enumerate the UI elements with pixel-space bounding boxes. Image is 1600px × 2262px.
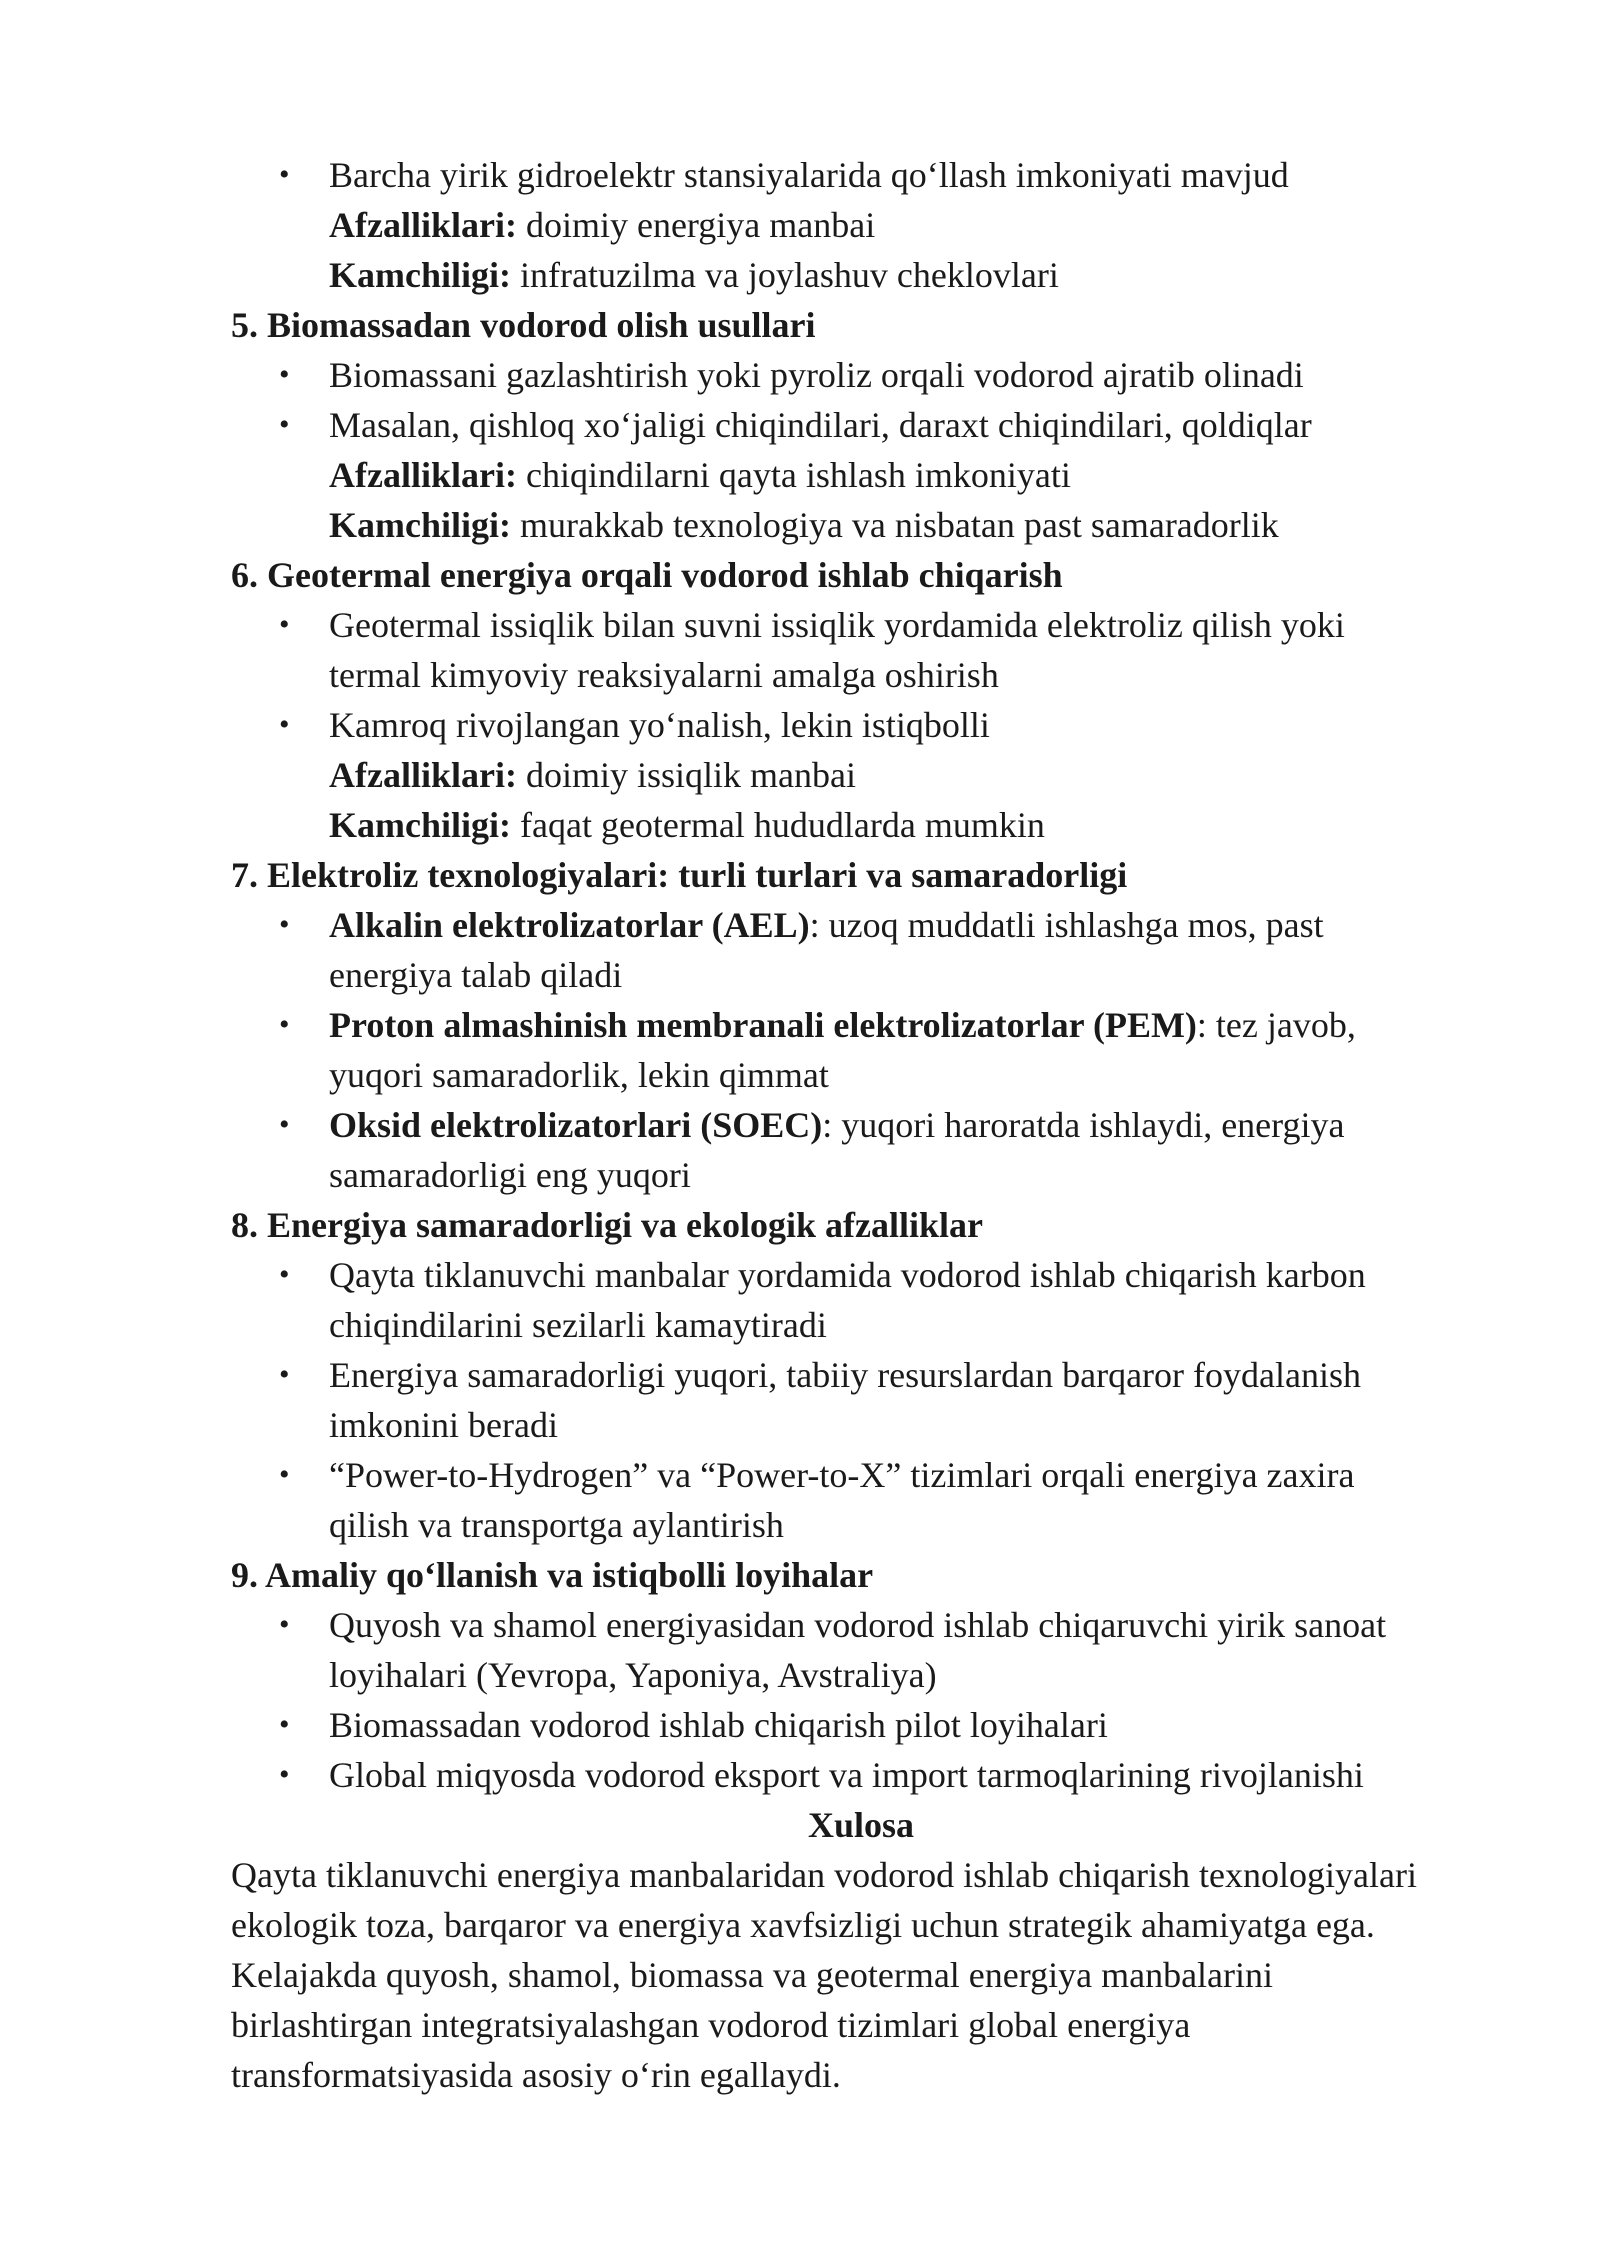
list-item [231, 1600, 1491, 1650]
section-heading: 5. Biomassadan vodorod olish usullari [231, 305, 816, 345]
list-item [231, 1450, 1491, 1500]
list-item-continuation: energiya talab qiladi [329, 955, 623, 995]
list-item-continuation: chiqindilarini sezilarli kamaytiradi [329, 1305, 827, 1345]
advantages-label: Afzalliklari: [329, 755, 517, 795]
bullet-icon: • [279, 708, 290, 741]
advantages-text: chiqindilarni qayta ishlash imkoniyati [516, 455, 1071, 495]
bullet-icon: • [279, 1108, 290, 1141]
list-item-text: Biomassani gazlashtirish yoki pyroliz orqali vodorod ajratib olinadi [329, 355, 1304, 395]
list-item-text: Energiya samaradorligi yuqori, tabiiy resurslardan barqaror foydalanish [329, 1355, 1361, 1395]
list-item-text: Biomassadan vodorod ishlab chiqarish pilot loyihalari [329, 1705, 1108, 1745]
section-heading: 6. Geotermal energiya orqali vodorod ishlab chiqarish [231, 555, 1063, 595]
list-item-term: Oksid elektrolizatorlari (SOEC) [329, 1105, 823, 1145]
list-item-continuation: yuqori samaradorlik, lekin qimmat [329, 1055, 829, 1095]
advantages-text: doimiy energiya manbai [516, 205, 876, 245]
disadvantages-label: Kamchiligi: [329, 255, 511, 295]
list-item-text: Masalan, qishloq xo‘jaligi chiqindilari, daraxt chiqindilari, qoldiqlar [329, 405, 1312, 445]
list-item-term: Alkalin elektrolizatorlar (AEL) [329, 905, 810, 945]
list-item-text: Qayta tiklanuvchi manbalar yordamida vodorod ishlab chiqarish karbon [329, 1255, 1366, 1295]
conclusion-paragraph-line: Qayta tiklanuvchi energiya manbalaridan vodorod ishlab chiqarish texnologiyalari [231, 1855, 1417, 1895]
bullet-icon: • [279, 908, 290, 941]
conclusion-paragraph-line: ekologik toza, barqaror va energiya xavfsizligi uchun strategik ahamiyatga ega. [231, 1905, 1375, 1945]
bullet-icon: • [279, 1458, 290, 1491]
list-item [231, 1250, 1491, 1300]
section-heading: 8. Energiya samaradorligi va ekologik afzalliklar [231, 1205, 983, 1245]
list-item [231, 600, 1491, 650]
list-item-continuation: samaradorligi eng yuqori [329, 1155, 691, 1195]
list-item-continuation: qilish va transportga aylantirish [329, 1505, 784, 1545]
bullet-icon: • [279, 1008, 290, 1041]
disadvantages-line [231, 800, 1491, 850]
conclusion-paragraph-line: birlashtirgan integratsiyalashgan vodorod tizimlari global energiya [231, 2005, 1191, 2045]
bullet-icon: • [279, 1608, 290, 1641]
bullet-icon: • [279, 1358, 290, 1391]
conclusion-heading: Xulosa [807, 1805, 915, 1845]
advantages-label: Afzalliklari: [329, 455, 517, 495]
bullet-icon: • [279, 1258, 290, 1291]
list-item [231, 1100, 1491, 1150]
disadvantages-label: Kamchiligi: [329, 505, 511, 545]
bullet-icon: • [279, 158, 290, 191]
list-item-term: Proton almashinish membranali elektrolizatorlar (PEM) [329, 1005, 1197, 1045]
bullet-icon: • [279, 1708, 290, 1741]
conclusion-paragraph-line: transformatsiyasida asosiy o‘rin egallaydi. [231, 2055, 841, 2095]
disadvantages-text: infratuzilma va joylashuv cheklovlari [511, 255, 1059, 295]
section-heading: 7. Elektroliz texnologiyalari: turli turlari va samaradorligi [231, 855, 1128, 895]
list-item [231, 350, 1491, 400]
list-item [231, 1000, 1491, 1050]
list-item-text: Kamroq rivojlangan yo‘nalish, lekin istiqbolli [329, 705, 990, 745]
advantages-line [231, 450, 1491, 500]
list-item-text: Geotermal issiqlik bilan suvni issiqlik yordamida elektroliz qilish yoki [329, 605, 1345, 645]
advantages-line [231, 200, 1491, 250]
list-item-continuation: termal kimyoviy reaksiyalarni amalga oshirish [329, 655, 999, 695]
disadvantages-label: Kamchiligi: [329, 805, 511, 845]
list-item-text: Barcha yirik gidroelektr stansiyalarida qo‘llash imkoniyati mavjud [329, 155, 1289, 195]
advantages-label: Afzalliklari: [329, 205, 517, 245]
advantages-line [231, 750, 1491, 800]
document-content [231, 150, 1491, 2100]
bullet-icon: • [279, 1758, 290, 1791]
advantages-text: doimiy issiqlik manbai [516, 755, 856, 795]
list-item-continuation: imkonini beradi [329, 1405, 558, 1445]
list-item-continuation: loyihalari (Yevropa, Yaponiya, Avstraliya) [329, 1655, 937, 1695]
list-item [231, 900, 1491, 950]
disadvantages-line [231, 250, 1491, 300]
list-item [231, 1700, 1491, 1750]
list-item-text: : yuqori haroratda ishlaydi, energiya [822, 1105, 1345, 1145]
list-item-text: Global miqyosda vodorod eksport va import tarmoqlarining rivojlanishi [329, 1755, 1364, 1795]
list-item [231, 400, 1491, 450]
list-item [231, 700, 1491, 750]
disadvantages-text: murakkab texnologiya va nisbatan past samaradorlik [511, 505, 1279, 545]
list-item [231, 150, 1491, 200]
list-item-text: : tez javob, [1196, 1005, 1356, 1045]
list-item-text: Quyosh va shamol energiyasidan vodorod ishlab chiqaruvchi yirik sanoat [329, 1605, 1387, 1645]
conclusion-paragraph-line: Kelajakda quyosh, shamol, biomassa va geotermal energiya manbalarini [231, 1955, 1274, 1995]
disadvantages-line [231, 500, 1491, 550]
list-item [231, 1350, 1491, 1400]
list-item-text: “Power-to-Hydrogen” va “Power-to-X” tizimlari orqali energiya zaxira [329, 1455, 1355, 1495]
disadvantages-text: faqat geotermal hududlarda mumkin [511, 805, 1045, 845]
list-item-text: : uzoq muddatli ishlashga mos, past [809, 905, 1324, 945]
list-item [231, 1750, 1491, 1800]
bullet-icon: • [279, 408, 290, 441]
bullet-icon: • [279, 608, 290, 641]
section-heading: 9. Amaliy qo‘llanish va istiqbolli loyihalar [231, 1555, 874, 1595]
bullet-icon: • [279, 358, 290, 391]
